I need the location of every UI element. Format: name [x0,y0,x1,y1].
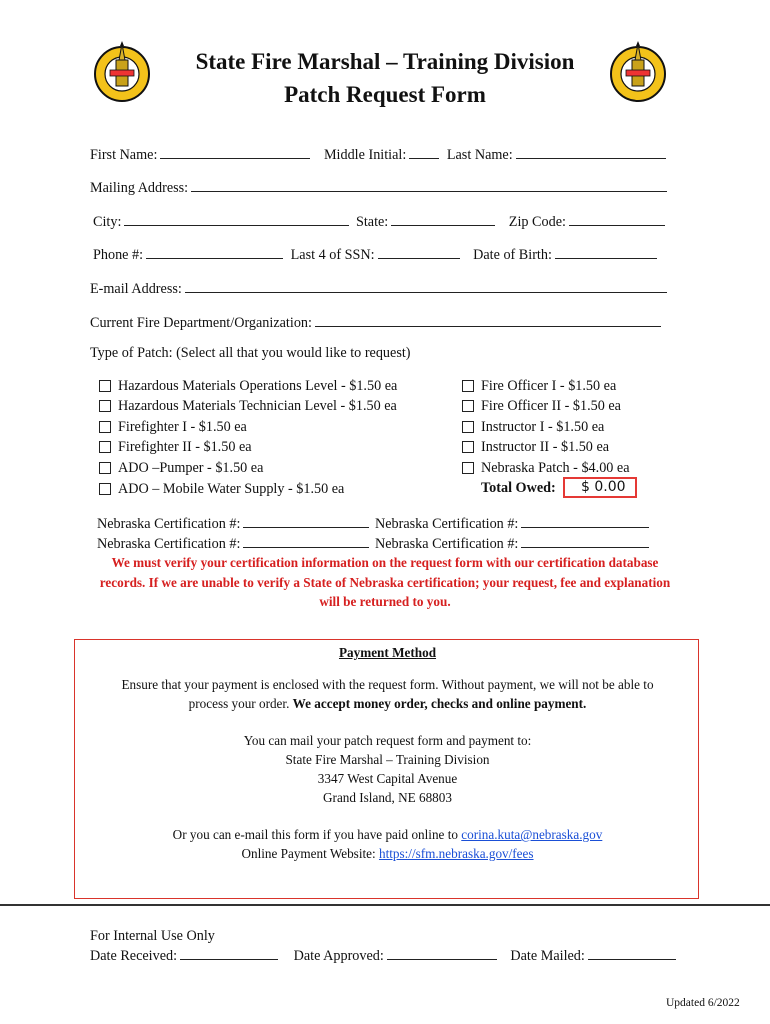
state-label: State: [355,214,389,230]
mail-address-street: 3347 West Capital Avenue [317,771,458,786]
patch-option[interactable] [99,376,397,396]
date-approved-field[interactable] [387,945,497,960]
patch-label: ADO – Mobile Water Supply - $1.50 ea [118,480,345,497]
patch-label: Instructor II - $1.50 ea [481,438,610,455]
checkbox[interactable] [99,483,111,495]
phone-field[interactable] [146,244,283,259]
patch-option[interactable] [99,396,397,416]
patch-option[interactable] [462,376,616,396]
email-intro: Or you can e-mail this form if you have paid online to [172,827,462,842]
date-received-label: Date Received: [90,948,178,964]
checkbox[interactable] [462,421,474,433]
checkbox[interactable] [462,462,474,474]
email-field[interactable] [185,278,667,293]
certification-label: Nebraska Certification #: [374,536,519,552]
first-name-label: First Name: [90,147,158,163]
patch-option[interactable] [99,479,344,499]
certification-row [97,513,649,533]
date-approved-label: Date Approved: [293,948,384,964]
certification-label: Nebraska Certification #: [97,536,241,552]
department-field[interactable] [315,312,661,327]
email-label: E-mail Address: [90,281,182,297]
left-seal-logo [90,38,154,102]
internal-use-heading: For Internal Use Only [90,928,215,944]
website-line [75,846,700,862]
total-owed-field[interactable]: $ 0.00 [563,477,637,498]
city-field[interactable] [124,211,349,226]
checkbox[interactable] [462,380,474,392]
payment-text-bold: We accept money order, checks and online payment. [292,696,587,711]
certification-label: Nebraska Certification #: [97,516,241,532]
checkbox[interactable] [99,441,111,453]
certification-row [97,533,649,553]
patch-option[interactable] [462,417,604,437]
department-label: Current Fire Department/Organization: [90,315,312,331]
payment-text-regular: process your order. [188,696,293,711]
email-line [75,827,700,843]
patch-option[interactable] [99,437,252,457]
payment-text-line1: Ensure that your payment is enclosed with the request form. Without payment, we will not be able to [121,677,654,692]
patch-option[interactable] [99,458,263,478]
total-owed-label: Total Owed: [481,480,556,496]
mail-address-name: State Fire Marshal – Training Division [285,752,490,767]
date-mailed-label: Date Mailed: [510,948,585,964]
mailing-address-label: Mailing Address: [90,180,189,196]
patch-option[interactable] [462,396,621,416]
patch-label: Hazardous Materials Operations Level - $1.50 ea [118,377,398,394]
patch-label: Fire Officer I - $1.50 ea [481,377,617,394]
section-divider [0,904,770,906]
patch-label: ADO –Pumper - $1.50 ea [118,459,264,476]
patch-label: Instructor I - $1.50 ea [481,418,605,435]
patch-option[interactable] [462,437,609,457]
certification-label: Nebraska Certification #: [374,516,519,532]
zip-label: Zip Code: [508,214,566,230]
mail-address-city: Grand Island, NE 68803 [323,790,452,805]
form-title-line1: State Fire Marshal – Training Division [195,49,575,74]
internal-dates-row [90,945,676,965]
checkbox[interactable] [462,400,474,412]
zip-field[interactable] [569,211,665,226]
email-link[interactable]: corina.kuta@nebraska.gov [461,827,603,842]
email-row [90,278,667,298]
state-field[interactable] [391,211,495,226]
checkbox[interactable] [99,421,111,433]
dob-label: Date of Birth: [473,247,552,263]
certification-field[interactable] [521,513,649,528]
first-name-field[interactable] [160,144,310,159]
patch-label: Nebraska Patch - $4.00 ea [481,459,630,476]
patch-option[interactable] [99,417,247,437]
city-row [93,211,665,231]
ssn-label: Last 4 of SSN: [290,247,375,263]
date-mailed-field[interactable] [588,945,676,960]
checkbox[interactable] [99,400,111,412]
patch-type-label: Type of Patch: (Select all that you would like to request) [90,345,411,361]
payment-heading: Payment Method [338,645,437,660]
certification-field[interactable] [521,533,649,548]
last-name-field[interactable] [516,144,666,159]
last-name-label: Last Name: [446,147,513,163]
department-row [90,312,661,332]
mailing-row [90,177,667,197]
phone-label: Phone #: [93,247,144,263]
patch-label: Fire Officer II - $1.50 ea [481,397,621,414]
form-title-line2: Patch Request Form [284,82,486,107]
certification-field[interactable] [243,533,369,548]
date-received-field[interactable] [180,945,278,960]
checkbox[interactable] [99,462,111,474]
website-link[interactable]: https://sfm.nebraska.gov/fees [378,846,534,861]
certification-warning: We must verify your certification information on the request form with our certification database records. If we are unable to verify a State of Nebraska certification; your request, fee and explanation will be returned to you. [99,555,671,609]
middle-initial-field[interactable] [409,144,439,159]
website-intro: Online Payment Website: [241,846,379,861]
dob-field[interactable] [555,244,657,259]
patch-option[interactable] [462,458,630,478]
name-row [90,144,666,164]
middle-initial-label: Middle Initial: [323,147,407,163]
mail-intro: You can mail your patch request form and payment to: [243,733,532,748]
city-label: City: [93,214,122,230]
mailing-address-field[interactable] [191,177,667,192]
updated-date: Updated 6/2022 [666,997,740,1009]
checkbox[interactable] [462,441,474,453]
patch-label: Firefighter II - $1.50 ea [118,438,252,455]
certification-field[interactable] [243,513,369,528]
payment-method-box [74,639,699,899]
patch-label: Firefighter I - $1.50 ea [118,418,247,435]
patch-label: Hazardous Materials Technician Level - $1.50 ea [118,397,397,414]
phone-row [93,244,657,264]
payment-text-line2 [75,696,700,712]
checkbox[interactable] [99,380,111,392]
ssn-field[interactable] [378,244,460,259]
